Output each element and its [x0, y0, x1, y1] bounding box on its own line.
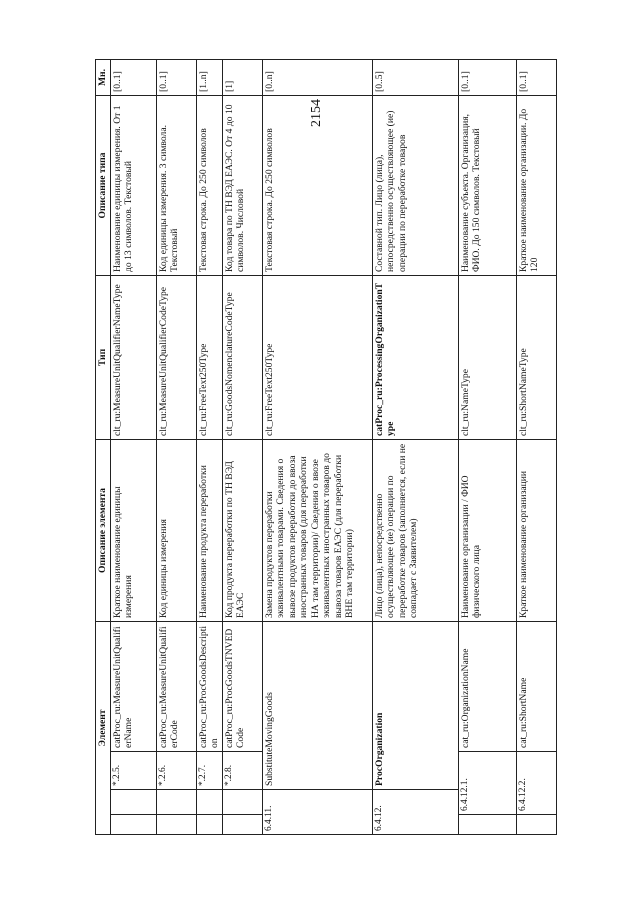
header-type-desc: Описание типа — [96, 96, 111, 276]
type-name: clt_ru:FreeText250Type — [196, 276, 222, 440]
row-number: *.2.6. — [156, 752, 196, 790]
element-description: Код продукта переработки по ТН ВЭД ЕАЭС — [222, 440, 262, 622]
element-name: cat_ru:OrganizationName — [458, 622, 516, 752]
indent-cell — [222, 815, 262, 835]
element-name: catProc_ru:ProcGoodsTNVEDCode — [222, 622, 262, 752]
type-name: clt_ru:FreeText250Type — [262, 276, 372, 440]
table-row — [372, 60, 458, 835]
element-name: catProc_ru:MeasureUnitQualifierCode — [156, 622, 196, 752]
element-name: SubstituteMovingGoods — [262, 622, 372, 790]
multiplicity: [0..1] — [156, 60, 196, 96]
table-row — [516, 60, 556, 835]
multiplicity: [0..1] — [516, 60, 556, 96]
indent-cell — [156, 815, 196, 835]
row-number: 6.4.12.1. — [458, 752, 516, 815]
type-name: clt_ru:MeasureUnitQualifierNameType — [110, 276, 156, 440]
indent-cell — [458, 815, 516, 835]
type-description: Текстовая строка. До 250 символов — [262, 96, 372, 276]
table-row — [262, 60, 372, 835]
indent-cell — [516, 815, 556, 835]
type-name: clt_ru:GoodsNomenclatureCodeType — [222, 276, 262, 440]
element-description: Лицо (лица), непосредственно осуществляющее (ие) операции по переработке товаров (заполняется, если не совпадает с Заявителем) — [372, 440, 458, 622]
row-number: *.2.5. — [110, 752, 156, 790]
multiplicity: [0..1] — [110, 60, 156, 96]
multiplicity: [0..1] — [458, 60, 516, 96]
indent-cell — [222, 790, 262, 815]
indent-cell — [196, 815, 222, 835]
row-number: 6.4.11. — [262, 790, 372, 835]
type-name: clt_ru:NameType — [458, 276, 516, 440]
element-description: Краткое наименование единицы измерения — [110, 440, 156, 622]
element-description: Код единицы измерения — [156, 440, 196, 622]
element-name: cat_ru:ShortName — [516, 622, 556, 752]
multiplicity: [0..5] — [372, 60, 458, 96]
indent-cell — [110, 790, 156, 815]
type-name: clt_ru:MeasureUnitQualifierCodeType — [156, 276, 196, 440]
indent-cell — [110, 815, 156, 835]
type-description: Краткое наименование организации. До 120 — [516, 96, 556, 276]
element-spec-table — [95, 59, 557, 835]
header-element: Элемент — [96, 622, 111, 835]
element-name: catProc_ru:ProcGoodsDescription — [196, 622, 222, 752]
row-number: *.2.7. — [196, 752, 222, 790]
element-name: ProcOrganization — [372, 622, 458, 790]
element-description: Наименование организации / ФИО физического лица — [458, 440, 516, 622]
table-row — [196, 60, 222, 835]
rotated-table-container — [95, 60, 541, 835]
type-description: Код единицы измерения. 3 символа. Текстовый — [156, 96, 196, 276]
header-multiplicity: Мн. — [96, 60, 111, 96]
row-number: 6.4.12. — [372, 790, 458, 835]
type-name: catProc_ru:ProcessingOrganizationType — [372, 276, 458, 440]
table-row — [458, 60, 516, 835]
type-description: Код товара по ТН ВЭД ЕАЭС. От 4 до 10 символов. Числовой — [222, 96, 262, 276]
indent-cell — [196, 790, 222, 815]
type-description: Текстовая строка. До 250 символов — [196, 96, 222, 276]
page-number: 2154 — [309, 99, 324, 127]
row-number: 6.4.12.2. — [516, 752, 556, 815]
element-description: Замена продуктов переработки эквивалентными товарами. Сведения о вывозе продуктов переработки до ввоза иностранных товаров (для переработки НА там территории)/ Сведения о ввозе эквивалентных иностранных товаров до вывоза товаров ЕАЭС (для переработки ВНЕ там территории) — [262, 440, 372, 622]
element-description: Краткое наименование организации — [516, 440, 556, 622]
multiplicity: [1] — [222, 60, 262, 96]
element-name: catProc_ru:MeasureUnitQualifierName — [110, 622, 156, 752]
element-description: Наименование продукта переработки — [196, 440, 222, 622]
header-element-desc: Описание элемента — [96, 440, 111, 622]
type-description: Наименование субъекта. Организация, ФИО. До 150 символов. Текстовый — [458, 96, 516, 276]
type-description: Составной тип. Лицо (лица), непосредственно осуществляющее (ие) операции по переработке товаров — [372, 96, 458, 276]
table-row — [156, 60, 196, 835]
indent-cell — [156, 790, 196, 815]
table-header-row — [96, 60, 111, 835]
header-type: Тип — [96, 276, 111, 440]
type-name: clt_ru:ShortNameType — [516, 276, 556, 440]
table-row — [110, 60, 156, 835]
row-number: *.2.8. — [222, 752, 262, 790]
multiplicity: [1..n] — [196, 60, 222, 96]
type-description: Наименование единицы измерения. От 1 до 13 символов. Текстовый — [110, 96, 156, 276]
multiplicity: [0..n] — [262, 60, 372, 96]
table-row — [222, 60, 262, 835]
